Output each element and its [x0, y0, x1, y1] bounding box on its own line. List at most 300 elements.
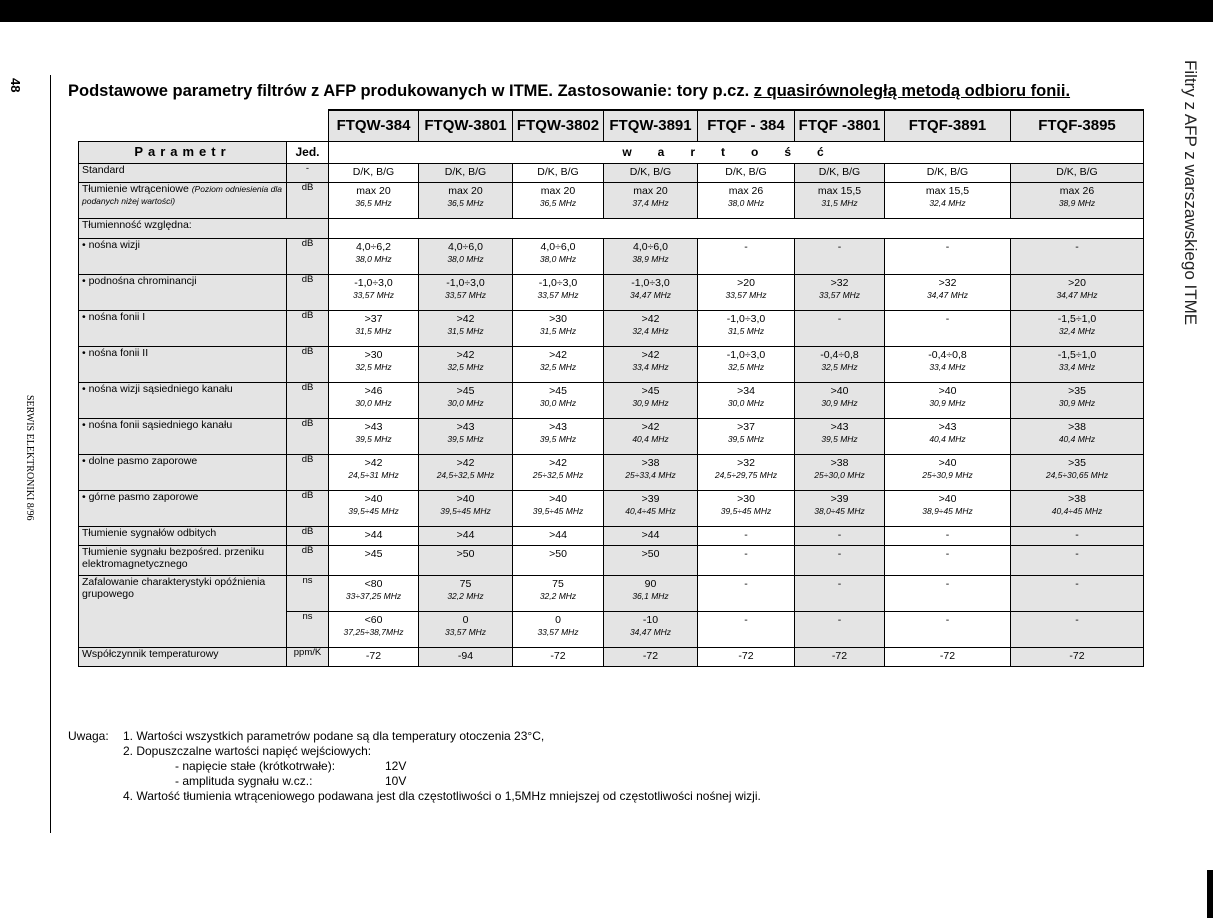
filter-header-row	[79, 110, 1144, 142]
param-header: Parametr	[79, 142, 287, 164]
cell-value: -	[945, 548, 950, 560]
cell-value: -	[837, 548, 842, 560]
value-cell	[513, 183, 604, 219]
value-cell	[698, 383, 795, 419]
cell-value: D/K, B/G	[537, 166, 579, 178]
cell-frequency: 30,0 MHz	[727, 398, 765, 409]
cell-frequency: 39,5 MHz	[447, 434, 484, 445]
cell-value: <80	[364, 578, 383, 590]
cell-value: -1,0÷3,0	[726, 349, 766, 361]
value-cell	[1011, 239, 1144, 275]
cell-frequency: 24,5÷30,65 MHz	[1045, 470, 1109, 481]
table-row	[79, 383, 1144, 419]
cell-frequency: 39,5 MHz	[727, 434, 765, 445]
value-cell	[604, 419, 698, 455]
cell-frequency: 40,4 MHz	[929, 434, 966, 445]
value-cell	[513, 239, 604, 275]
cell-value: -72	[939, 650, 956, 662]
cell-frequency: 31,5 MHz	[355, 326, 392, 337]
cell-value: >20	[737, 277, 755, 289]
cell-value: >42	[641, 349, 660, 361]
cell-frequency: 39,5 MHz	[355, 434, 392, 445]
cell-value: -	[837, 614, 842, 626]
cell-value: D/K, B/G	[444, 166, 487, 178]
cell-value: -	[837, 578, 842, 590]
cell-frequency: 32,2 MHz	[447, 591, 484, 602]
cell-value: max 15,5	[817, 185, 862, 197]
cell-frequency: 30,9 MHz	[632, 398, 669, 409]
table-row	[79, 311, 1144, 347]
cell-frequency: 39,5÷45 MHz	[532, 506, 584, 517]
value-cell	[1011, 648, 1144, 667]
document-title	[68, 82, 1070, 101]
value-cell	[604, 239, 698, 275]
row-unit: dB	[287, 383, 329, 419]
cell-value: >50	[549, 548, 567, 560]
cell-value: >42	[456, 349, 475, 361]
cell-value: <60	[364, 614, 383, 626]
row-label	[79, 183, 287, 219]
cell-frequency: 33,57 MHz	[352, 290, 395, 301]
row-unit: dB	[287, 546, 329, 576]
value-cell	[513, 347, 604, 383]
cell-value: >42	[641, 313, 660, 325]
value-cell	[329, 275, 419, 311]
value-cell	[795, 275, 885, 311]
cell-value: >38	[1068, 493, 1086, 505]
cell-frequency: 36,5 MHz	[355, 198, 392, 209]
value-cell	[885, 419, 1011, 455]
cell-value: >40	[938, 457, 957, 469]
filter-name: FTQW-384	[329, 110, 419, 142]
value-cell	[513, 164, 604, 183]
cell-frequency: 40,4 MHz	[1058, 434, 1096, 445]
value-cell	[795, 239, 885, 275]
section-empty	[329, 219, 1144, 239]
table-row	[79, 576, 1144, 612]
row-label	[79, 455, 287, 491]
cell-value: 4,0÷6,0	[540, 241, 576, 253]
cell-frequency: 31,5 MHz	[727, 326, 765, 337]
cell-frequency: 32,4 MHz	[1058, 326, 1096, 337]
cell-value: >39	[830, 493, 849, 505]
note-4: 4. Wartość tłumienia wtrąceniowego podawana jest dla częstotliwości o 1,5MHz mniejszej od częstotliwości nośnej wizji.	[123, 789, 761, 803]
row-label-text: • podnośna chrominancji	[82, 275, 197, 287]
cell-value: >42	[456, 313, 475, 325]
cell-frequency: 34,47 MHz	[629, 290, 672, 301]
value-cell	[329, 546, 419, 576]
value-cell	[604, 491, 698, 527]
cell-value: >40	[549, 493, 567, 505]
cell-value: 75	[459, 578, 472, 590]
row-label	[79, 239, 287, 275]
value-cell	[698, 419, 795, 455]
value-cell	[604, 311, 698, 347]
cell-value: 75	[552, 578, 564, 590]
cell-frequency: 24,5÷32,5 MHz	[436, 470, 495, 481]
row-unit: ns	[287, 576, 329, 612]
cell-value: -1,0÷3,0	[354, 277, 393, 289]
cell-value: 90	[644, 578, 657, 590]
row-label	[79, 311, 287, 347]
cell-value: >40	[938, 385, 957, 397]
cell-value: >50	[456, 548, 475, 560]
filter-name: FTQW-3891	[604, 110, 698, 142]
note-2b-label: - amplituda sygnału w.cz.:	[175, 774, 313, 788]
row-label-text: • nośna wizji sąsiedniego kanału	[82, 383, 233, 395]
cell-frequency: 33,4 MHz	[1058, 362, 1096, 373]
cell-value: >44	[549, 529, 567, 541]
cell-frequency: 38,0 MHz	[727, 198, 765, 209]
cell-value: -72	[738, 650, 754, 662]
value-cell	[419, 347, 513, 383]
value-cell	[513, 546, 604, 576]
value-cell	[885, 183, 1011, 219]
cell-frequency: 30,0 MHz	[539, 398, 577, 409]
table-row	[79, 219, 1144, 239]
value-cell	[795, 546, 885, 576]
value-cell	[1011, 311, 1144, 347]
value-cell	[698, 491, 795, 527]
cell-value: -	[1075, 529, 1079, 541]
value-cell	[885, 612, 1011, 648]
value-cell	[885, 648, 1011, 667]
cell-value: max 15,5	[925, 185, 970, 197]
value-cell	[885, 491, 1011, 527]
value-cell	[795, 164, 885, 183]
cell-frequency: 32,4 MHz	[632, 326, 669, 337]
cell-value: -1,0÷3,0	[538, 277, 578, 289]
row-label	[79, 419, 287, 455]
cell-value: >34	[737, 385, 755, 397]
value-cell	[698, 612, 795, 648]
value-cell	[513, 383, 604, 419]
cell-frequency: 33,57 MHz	[444, 627, 487, 638]
cell-value: -0,4÷0,8	[820, 349, 859, 361]
cell-value: >37	[737, 421, 755, 433]
value-cell	[1011, 275, 1144, 311]
cell-frequency: 32,4 MHz	[929, 198, 966, 209]
cell-value: D/K, B/G	[725, 166, 767, 178]
cell-frequency: 30,9 MHz	[821, 398, 858, 409]
row-unit: dB	[287, 491, 329, 527]
value-cell	[885, 311, 1011, 347]
cell-value: >40	[938, 493, 957, 505]
table-row	[79, 527, 1144, 546]
cell-value: >50	[641, 548, 660, 560]
cell-value: >32	[938, 277, 957, 289]
cell-value: -1,5÷1,0	[1057, 349, 1097, 361]
value-cell	[698, 164, 795, 183]
value-cell	[1011, 383, 1144, 419]
filter-name: FTQF - 384	[698, 110, 795, 142]
value-cell	[329, 455, 419, 491]
cell-value: -	[1075, 614, 1079, 626]
cell-frequency: 37,25÷38,7MHz	[343, 627, 404, 638]
cell-frequency: 31,5 MHz	[821, 198, 858, 209]
cell-frequency: 40,4 MHz	[632, 434, 669, 445]
value-cell	[419, 546, 513, 576]
cell-value: -	[744, 529, 748, 541]
value-cell	[419, 164, 513, 183]
note-2b-value: 10V	[385, 774, 407, 788]
value-cell	[1011, 576, 1144, 612]
cell-value: >46	[364, 385, 383, 397]
value-cell	[513, 527, 604, 546]
cell-frequency: 38,0 MHz	[447, 254, 484, 265]
value-cell	[329, 648, 419, 667]
unit-header: Jed.	[287, 142, 329, 164]
cell-value: -	[837, 313, 842, 325]
cell-frequency: 32,5 MHz	[539, 362, 577, 373]
cell-value: >32	[737, 457, 755, 469]
cell-frequency: 36,5 MHz	[447, 198, 484, 209]
cell-value: -	[837, 241, 842, 253]
value-cell	[419, 311, 513, 347]
value-cell	[885, 383, 1011, 419]
cell-frequency: 32,5 MHz	[821, 362, 858, 373]
value-cell	[698, 455, 795, 491]
value-cell	[795, 648, 885, 667]
cell-value: >43	[456, 421, 475, 433]
value-cell	[795, 455, 885, 491]
cell-value: -	[945, 241, 950, 253]
cell-value: -	[837, 529, 842, 541]
value-cell	[698, 275, 795, 311]
cell-value: >38	[641, 457, 660, 469]
value-cell	[419, 239, 513, 275]
cell-value: >45	[549, 385, 567, 397]
row-unit: -	[287, 164, 329, 183]
cell-frequency: 38,9÷45 MHz	[922, 506, 973, 517]
table-row	[79, 275, 1144, 311]
value-cell	[329, 383, 419, 419]
row-label-text: • dolne pasmo zaporowe	[82, 455, 198, 467]
value-cell	[1011, 455, 1144, 491]
value-cell	[419, 419, 513, 455]
cell-value: >43	[938, 421, 957, 433]
cell-value: D/K, B/G	[1056, 166, 1098, 178]
row-unit: dB	[287, 455, 329, 491]
value-cell	[419, 491, 513, 527]
cell-value: D/K, B/G	[629, 166, 672, 178]
cell-value: -72	[550, 650, 566, 662]
cell-value: >42	[549, 349, 567, 361]
cell-value: D/K, B/G	[926, 166, 969, 178]
cell-value: >43	[364, 421, 383, 433]
cell-value: >42	[641, 421, 660, 433]
values-header: wartość	[329, 142, 1144, 164]
cell-frequency: 40,4÷45 MHz	[625, 506, 676, 517]
cell-frequency: 30,9 MHz	[929, 398, 966, 409]
cell-frequency: 33,57 MHz	[725, 290, 767, 301]
value-cell	[604, 183, 698, 219]
cell-frequency: 24,5÷31 MHz	[348, 470, 399, 481]
table-row	[79, 183, 1144, 219]
cell-frequency: 31,5 MHz	[539, 326, 577, 337]
cell-frequency: 33,57 MHz	[537, 290, 579, 301]
value-cell	[795, 311, 885, 347]
column-header-row	[79, 142, 1144, 164]
cell-frequency: 32,5 MHz	[727, 362, 765, 373]
value-cell	[513, 612, 604, 648]
table-row	[79, 164, 1144, 183]
value-cell	[604, 347, 698, 383]
table-row	[79, 419, 1144, 455]
value-cell	[795, 576, 885, 612]
cell-value: max 20	[448, 185, 483, 197]
cell-frequency: 25÷30,9 MHz	[922, 470, 973, 481]
row-label-text: • nośna wizji	[82, 239, 140, 251]
title-underlined: z quasirównoległą metodą odbioru fonii.	[753, 82, 1071, 100]
value-cell	[1011, 546, 1144, 576]
cell-value: -	[744, 578, 748, 590]
value-cell	[795, 491, 885, 527]
cell-value: >45	[641, 385, 660, 397]
cell-value: >39	[641, 493, 660, 505]
table-row	[79, 546, 1144, 576]
cell-frequency: 30,0 MHz	[355, 398, 392, 409]
cell-value: >43	[549, 421, 567, 433]
cell-frequency: 25÷30,0 MHz	[814, 470, 865, 481]
cell-value: -94	[457, 650, 474, 662]
parameters-table	[78, 109, 1144, 667]
cell-value: >44	[456, 529, 475, 541]
value-cell	[513, 491, 604, 527]
row-label-text: Standard	[82, 164, 125, 176]
value-cell	[329, 576, 419, 612]
right-edge-mark	[1207, 870, 1213, 918]
value-cell	[513, 311, 604, 347]
cell-frequency: 34,47 MHz	[629, 627, 672, 638]
cell-value: -	[945, 529, 950, 541]
value-cell	[513, 455, 604, 491]
left-margin-rule	[50, 75, 51, 833]
cell-value: D/K, B/G	[352, 166, 395, 178]
value-cell	[795, 347, 885, 383]
row-unit: dB	[287, 239, 329, 275]
row-label-text: Tłumienie sygnałów odbitych	[82, 527, 217, 539]
notes-prefix: Uwaga:	[68, 729, 109, 743]
filter-name: FTQW-3801	[419, 110, 513, 142]
table-row	[79, 239, 1144, 275]
cell-frequency: 31,5 MHz	[447, 326, 484, 337]
cell-value: >44	[364, 529, 383, 541]
row-unit: dB	[287, 527, 329, 546]
cell-frequency: 36,5 MHz	[539, 198, 577, 209]
value-cell	[1011, 612, 1144, 648]
value-cell	[795, 527, 885, 546]
value-cell	[698, 527, 795, 546]
value-cell	[604, 383, 698, 419]
row-label-text: • górne pasmo zaporowe	[82, 491, 199, 503]
cell-frequency: 39,5÷45 MHz	[440, 506, 491, 517]
row-label-text: • nośna fonii I	[82, 311, 146, 323]
value-cell	[698, 648, 795, 667]
value-cell	[1011, 527, 1144, 546]
notes-section	[68, 729, 761, 804]
cell-frequency: 37,4 MHz	[632, 198, 669, 209]
row-label	[79, 648, 287, 667]
value-cell	[513, 275, 604, 311]
cell-frequency: 39,5 MHz	[539, 434, 577, 445]
cell-value: 4,0÷6,0	[633, 241, 668, 253]
cell-frequency: 33,4 MHz	[632, 362, 669, 373]
value-cell	[795, 183, 885, 219]
note-1: 1. Wartości wszystkich parametrów podane są dla temperatury otoczenia 23°C,	[123, 729, 545, 743]
cell-value: 4,0÷6,0	[448, 241, 483, 253]
value-cell	[604, 612, 698, 648]
cell-value: -10	[642, 614, 659, 626]
cell-frequency: 33,57 MHz	[444, 290, 487, 301]
table-row	[79, 347, 1144, 383]
value-cell	[419, 612, 513, 648]
value-cell	[329, 183, 419, 219]
cell-frequency: 34,47 MHz	[926, 290, 969, 301]
cell-frequency: 38,0÷45 MHz	[814, 506, 865, 517]
cell-frequency: 25÷32,5 MHz	[532, 470, 584, 481]
filter-name: FTQF-3891	[885, 110, 1011, 142]
value-cell	[1011, 183, 1144, 219]
cell-value: -1,0÷3,0	[631, 277, 670, 289]
cell-frequency: 30,9 MHz	[1058, 398, 1096, 409]
value-cell	[604, 275, 698, 311]
left-side-running-text: SERWIS ELEKTRONIKI 8/96	[24, 395, 35, 521]
cell-value: -1,5÷1,0	[1057, 313, 1097, 325]
cell-value: >37	[364, 313, 383, 325]
value-cell	[419, 527, 513, 546]
cell-value: D/K, B/G	[818, 166, 861, 178]
row-unit: ns	[287, 612, 329, 648]
cell-frequency: 38,0 MHz	[355, 254, 392, 265]
value-cell	[885, 239, 1011, 275]
cell-value: max 26	[728, 185, 764, 197]
value-cell	[1011, 491, 1144, 527]
cell-value: -72	[831, 650, 848, 662]
row-unit: dB	[287, 311, 329, 347]
row-unit: dB	[287, 183, 329, 219]
cell-value: >45	[364, 548, 383, 560]
value-cell	[329, 612, 419, 648]
row-label	[79, 491, 287, 527]
value-cell	[604, 576, 698, 612]
value-cell	[329, 491, 419, 527]
cell-frequency: 32,2 MHz	[539, 591, 577, 602]
value-cell	[885, 455, 1011, 491]
value-cell	[698, 239, 795, 275]
row-label-text: Współczynnik temperaturowy	[82, 648, 219, 660]
value-cell	[1011, 419, 1144, 455]
right-side-running-title: Filtry z AFP z warszawskiego ITME	[1181, 60, 1200, 326]
value-cell	[604, 546, 698, 576]
cell-value: -	[1075, 241, 1079, 253]
cell-value: max 20	[633, 185, 668, 197]
table-row	[79, 455, 1144, 491]
cell-value: >30	[364, 349, 383, 361]
value-cell	[513, 419, 604, 455]
value-cell	[419, 383, 513, 419]
table-row	[79, 491, 1144, 527]
note-2a-value: 12V	[385, 759, 407, 773]
cell-value: >42	[549, 457, 567, 469]
cell-frequency: 38,0 MHz	[539, 254, 577, 265]
row-unit: dB	[287, 347, 329, 383]
row-label	[79, 347, 287, 383]
page-number: 48	[8, 78, 23, 93]
value-cell	[329, 527, 419, 546]
value-cell	[419, 455, 513, 491]
cell-value: -1,0÷3,0	[726, 313, 766, 325]
